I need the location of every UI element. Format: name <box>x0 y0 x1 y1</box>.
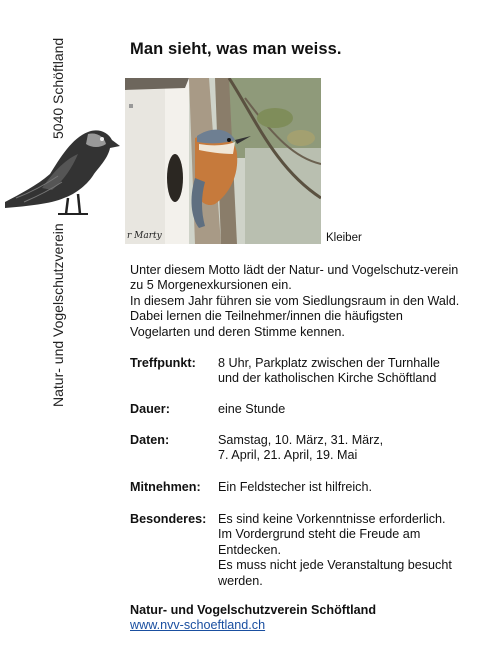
intro-paragraph-2: In diesem Jahr führen sie vom Siedlungsraum in den Wald. Dabei lernen die Teilnehmer/innen die häufigsten Vogelarten und deren Stimme kennen. <box>130 293 460 339</box>
vertical-city: 5040 Schöftland <box>50 37 66 139</box>
detail-line: und der katholischen Kirche Schöftland <box>218 371 437 386</box>
detail-line: werden. <box>218 573 263 588</box>
detail-line: eine Stunde <box>218 402 286 416</box>
detail-line: Entdecken. <box>218 542 282 557</box>
detail-line: 8 Uhr, Parkplatz zwischen der Turnhalle <box>218 356 440 370</box>
detail-line: Im Vordergrund steht die Freude am <box>218 527 421 542</box>
detail-label: Besonderes: <box>130 512 207 526</box>
detail-value <box>218 512 480 589</box>
detail-label: Daten: <box>130 433 170 447</box>
detail-label: Dauer: <box>130 402 170 416</box>
footer <box>130 603 376 634</box>
detail-line: Ein Feldstecher ist hilfreich. <box>218 480 372 494</box>
intro-text <box>130 263 465 340</box>
detail-line: Es sind keine Vorkenntnisse erforderlich. <box>218 512 446 526</box>
detail-line: Es muss nicht jede Veranstaltung besucht <box>218 558 452 573</box>
detail-value <box>218 402 480 417</box>
detail-value <box>218 480 480 495</box>
page-title: Man sieht, was man weiss. <box>130 40 342 58</box>
intro-paragraph-1: Unter diesem Motto lädt der Natur- und Vogelschutz-verein zu 5 Morgenexkursionen ein. <box>130 263 459 293</box>
vertical-org-name: Natur- und Vogelschutzverein <box>50 223 66 407</box>
website-link[interactable]: www.nvv-schoeftland.ch <box>130 618 266 633</box>
jackdaw-illustration <box>2 124 120 220</box>
photo-credit: r Marty <box>127 231 162 241</box>
detail-line: 7. April, 21. April, 19. Mai <box>218 448 358 463</box>
detail-label: Mitnehmen: <box>130 480 201 494</box>
detail-line: Samstag, 10. März, 31. März, <box>218 433 384 447</box>
detail-label: Treffpunkt: <box>130 356 196 370</box>
detail-value <box>218 433 480 464</box>
footer-org-name: Natur- und Vogelschutzverein Schöftland <box>130 603 377 617</box>
photo-caption: Kleiber <box>326 232 362 244</box>
nuthatch-photo <box>125 78 321 244</box>
detail-value <box>218 356 480 387</box>
